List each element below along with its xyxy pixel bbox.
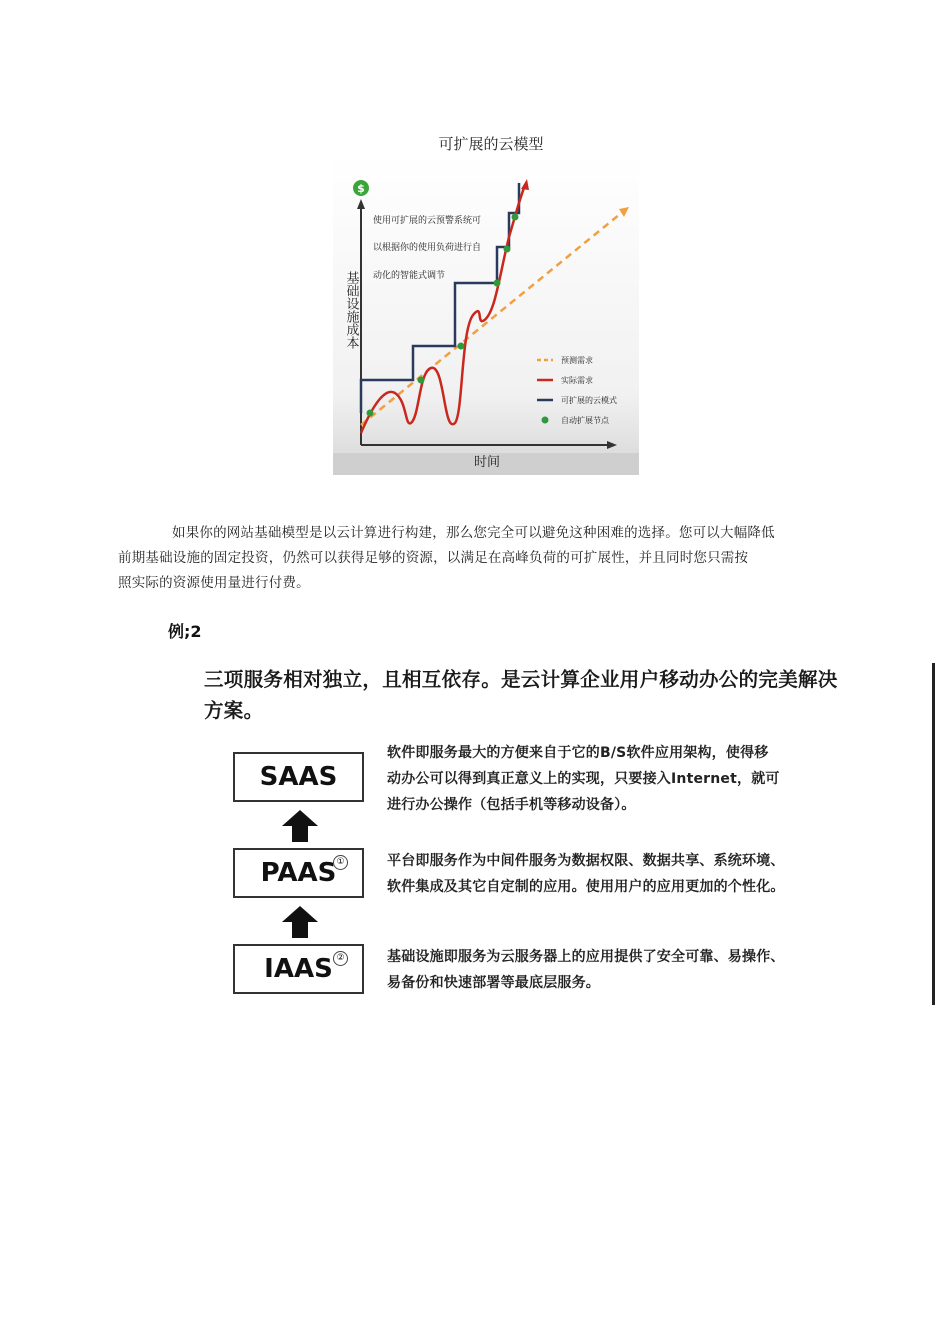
y-axis-label: 基础设施成本 [343,271,359,349]
saas-desc-line-1: 软件即服务最大的方便来自于它的B/S软件应用架构，使得移 [387,745,769,761]
paragraph-line-1: 如果你的网站基础模型是以云计算进行构建，那么您完全可以避免这种困难的选择。您可以大幅降低 [172,525,775,541]
iaas-label: IAAS [264,954,333,984]
legend-actual: 实际需求 [561,376,593,385]
paas-label: PAAS [260,858,337,888]
body-paragraph [118,521,815,596]
figure2-edge-bar [932,663,935,1005]
saas-label: SAAS [259,762,338,792]
iaas-description [387,944,867,996]
iaas-desc-line-2: 易备份和快速部署等最底层服务。 [387,975,600,991]
saas-desc-line-2: 动办公可以得到真正意义上的实现，只要接入Internet，就可 [387,771,780,787]
dollar-icon [353,180,369,196]
paas-desc-line-2: 软件集成及其它自定制的应用。使用用户的应用更加的个性化。 [387,879,785,895]
iaas-badge: ② [333,951,348,966]
iaas-box [233,944,364,994]
legend-nodes: 自动扩展节点 [561,416,609,425]
paragraph-line-2: 前期基础设施的固定投资，仍然可以获得足够的资源，以满足在高峰负荷的可扩展性，并且同时您只需按 [118,550,749,566]
scalable-cloud-model-figure [333,125,639,475]
services-heading [204,664,904,726]
iaas-desc-line-1: 基础设施即服务为云服务器上的应用提供了安全可靠、易操作、 [387,949,785,965]
saas-desc-line-3: 进行办公操作（包括手机等移动设备）。 [387,797,636,813]
annotation-line-2: 以根据你的使用负荷进行自 [373,243,482,253]
paas-badge: ① [333,855,348,870]
services-heading-line-1: 三项服务相对独立，且相互依存。是云计算企业用户移动办公的完美解决 [204,668,838,691]
paas-description [387,848,867,900]
svg-text:$: $ [357,182,365,195]
annotation-line-1: 使用可扩展的云预警系统可 [373,216,482,226]
annotation-line-3: 动化的智能式调节 [373,271,446,281]
legend-cloud: 可扩展的云模式 [561,396,617,405]
up-arrow-icon [280,904,320,940]
saas-description [387,740,867,818]
example-label: 例;2 [168,622,202,641]
cloud-model-diagram [333,125,639,475]
x-axis-label: 时间 [473,455,501,470]
legend-predicted: 预测需求 [561,356,593,365]
paragraph-line-3: 照实际的资源使用量进行付费。 [118,575,310,591]
up-arrow-icon [280,808,320,844]
paas-desc-line-1: 平台即服务作为中间件服务为数据权限、数据共享、系统环境、 [387,853,785,869]
figure-title: 可扩展的云模型 [438,135,544,153]
saas-box [233,752,364,802]
services-heading-line-2: 方案。 [204,699,264,722]
paas-box [233,848,364,898]
figure-background [333,153,639,475]
